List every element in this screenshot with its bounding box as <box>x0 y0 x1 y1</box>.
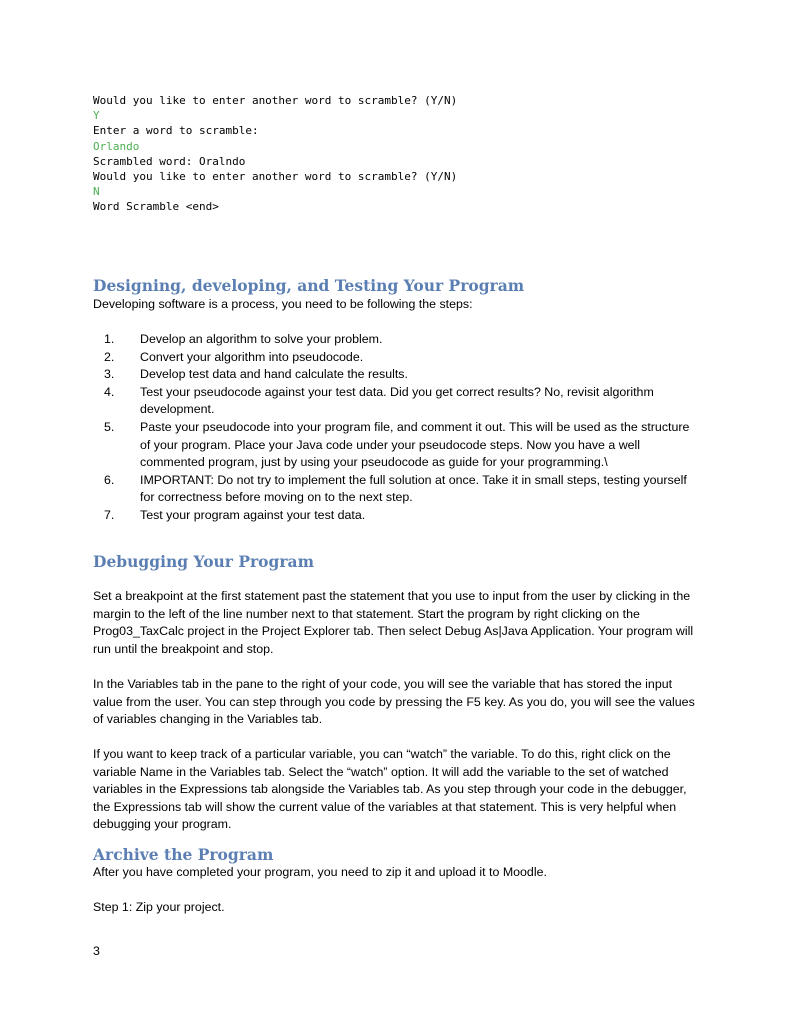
step-number: 7. <box>104 507 115 522</box>
console-line: Would you like to enter another word to scramble? (Y/N) <box>93 94 458 107</box>
list-item <box>93 472 703 507</box>
console-output <box>93 93 457 215</box>
page-number: 3 <box>93 944 100 958</box>
step-text: Develop an algorithm to solve your problem. <box>140 332 383 346</box>
step-text: IMPORTANT: Do not try to implement the full solution at once. Take it in small steps, testing yourself for correctness before moving on to the next step. <box>140 472 687 505</box>
list-item <box>93 419 703 472</box>
debug-paragraph: In the Variables tab in the pane to the right of your code, you will see the variable that has stored the input value from the user. You can step through you code by pressing the F5 key. As you do, you will see the values of variables changing in the Variables tab. <box>93 677 695 727</box>
steps-list <box>93 331 703 525</box>
heading-designing: Designing, developing, and Testing Your Program <box>93 276 525 295</box>
list-item <box>93 349 703 367</box>
archive-step-1: Step 1: Zip your project. <box>93 900 225 914</box>
step-text: Test your program against your test data. <box>140 507 366 522</box>
step-number: 4. <box>104 384 115 399</box>
step-number: 3. <box>104 367 115 382</box>
debug-paragraph: If you want to keep track of a particular variable, you can “watch” the variable. To do this, right click on the variable Name in the Variables tab. Select the “watch” option. It will add the variable to the set of watched variables in the Expressions tab alongside the Variables tab. As you step through your code in the debugger, the Expressions tab will show the current value of the variables at that statement. This is very helpful when debugging your program. <box>93 747 687 832</box>
step-number: 6. <box>104 472 115 487</box>
step-number: 5. <box>104 419 115 434</box>
list-item <box>93 331 703 349</box>
debug-paragraph: Set a breakpoint at the first statement past the statement that you use to input from the user by clicking in the margin to the left of the line number next to that statement. Start the program by right clicking on the Prog03_TaxCalc project in the Project Explorer tab. Then select Debug As|Java Application. Your program will run until the breakpoint and stop. <box>93 589 694 656</box>
step-number: 1. <box>104 332 115 346</box>
console-line: Scrambled word: Oralndo <box>93 154 246 168</box>
console-line: Enter a word to scramble: <box>93 124 259 138</box>
heading-archive: Archive the Program <box>93 845 274 864</box>
list-item <box>93 507 703 525</box>
archive-intro: After you have completed your program, you need to zip it and upload it to Moodle. <box>93 865 547 879</box>
step-text: Test your pseudocode against your test data. Did you get correct results? No, revisit algorithm development. <box>140 384 654 417</box>
step-text: Paste your pseudocode into your program file, and comment it out. This will be used as the structure of your program. Place your Java code under your pseudocode steps. Now you have a well commented program, just by using your pseudocode as guide for your programming.\ <box>140 419 690 470</box>
step-number: 2. <box>104 349 115 364</box>
console-line: Word Scramble <end> <box>93 200 219 214</box>
step-text: Develop test data and hand calculate the results. <box>140 367 408 382</box>
list-item <box>93 366 703 384</box>
heading-debugging: Debugging Your Program <box>93 552 314 571</box>
step-text: Convert your algorithm into pseudocode. <box>140 349 364 364</box>
console-user-input: Y <box>93 109 100 123</box>
design-intro: Developing software is a process, you need to be following the steps: <box>93 297 473 311</box>
console-user-input: N <box>93 185 100 199</box>
list-item <box>93 384 703 419</box>
console-user-input: Orlando <box>93 139 140 153</box>
console-line: Would you like to enter another word to scramble? (Y/N) <box>93 170 458 184</box>
